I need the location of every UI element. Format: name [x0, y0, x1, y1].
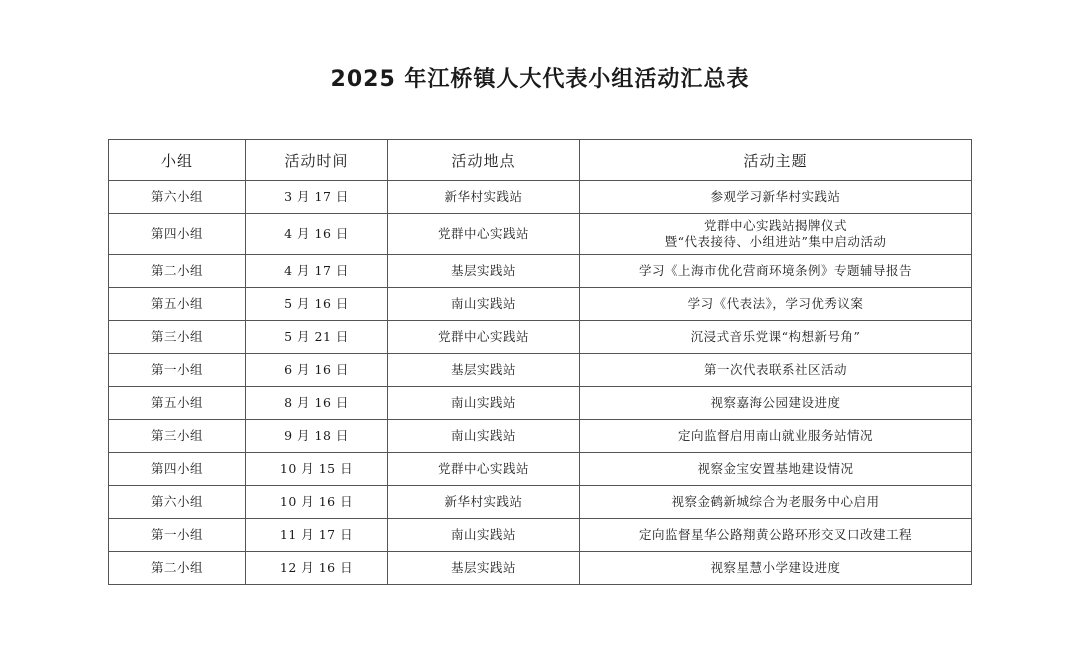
- table-row: [109, 420, 972, 453]
- column-header-topic: 活动主题: [580, 140, 972, 181]
- cell-group: 第五小组: [109, 387, 246, 420]
- cell-time: 5 月 21 日: [246, 321, 388, 354]
- cell-group: 第六小组: [109, 181, 246, 214]
- cell-time: 8 月 16 日: [246, 387, 388, 420]
- cell-location: 基层实践站: [388, 255, 580, 288]
- cell-group: 第二小组: [109, 552, 246, 585]
- cell-time: 9 月 18 日: [246, 420, 388, 453]
- cell-time: 4 月 16 日: [246, 214, 388, 255]
- table-row: [109, 354, 972, 387]
- table-row: [109, 255, 972, 288]
- cell-location: 南山实践站: [388, 519, 580, 552]
- activity-summary-table: [108, 139, 972, 585]
- cell-location: 基层实践站: [388, 354, 580, 387]
- table-row: [109, 214, 972, 255]
- table-row: [109, 519, 972, 552]
- table-row: [109, 453, 972, 486]
- cell-topic: 第一次代表联系社区活动: [580, 354, 972, 387]
- cell-topic: 视察嘉海公园建设进度: [580, 387, 972, 420]
- cell-group: 第三小组: [109, 420, 246, 453]
- cell-topic: 定向监督启用南山就业服务站情况: [580, 420, 972, 453]
- cell-group: 第三小组: [109, 321, 246, 354]
- cell-time: 12 月 16 日: [246, 552, 388, 585]
- cell-topic-line-2: 暨“代表接待、小组进站”集中启动活动: [664, 234, 887, 249]
- cell-topic: 定向监督星华公路翔黄公路环形交叉口改建工程: [580, 519, 972, 552]
- cell-location: 基层实践站: [388, 552, 580, 585]
- cell-time: 10 月 15 日: [246, 453, 388, 486]
- cell-group: 第二小组: [109, 255, 246, 288]
- cell-location: 南山实践站: [388, 288, 580, 321]
- column-header-location: 活动地点: [388, 140, 580, 181]
- cell-time: 10 月 16 日: [246, 486, 388, 519]
- cell-group: 第一小组: [109, 519, 246, 552]
- cell-topic: [580, 214, 972, 255]
- cell-location: 党群中心实践站: [388, 214, 580, 255]
- cell-location: 南山实践站: [388, 387, 580, 420]
- cell-topic-line-1: 党群中心实践站揭牌仪式: [703, 218, 847, 233]
- table-row: [109, 288, 972, 321]
- cell-time: 3 月 17 日: [246, 181, 388, 214]
- table-row: [109, 486, 972, 519]
- cell-time: 11 月 17 日: [246, 519, 388, 552]
- cell-topic: 学习《代表法》，学习优秀议案: [580, 288, 972, 321]
- cell-topic: 视察星慧小学建设进度: [580, 552, 972, 585]
- cell-group: 第一小组: [109, 354, 246, 387]
- cell-topic: 沉浸式音乐党课“构想新号角”: [580, 321, 972, 354]
- page-title: 2025 年江桥镇人大代表小组活动汇总表: [330, 67, 750, 92]
- cell-topic: 学习《上海市优化营商环境条例》专题辅导报告: [580, 255, 972, 288]
- table-row: [109, 321, 972, 354]
- cell-time: 4 月 17 日: [246, 255, 388, 288]
- cell-location: 南山实践站: [388, 420, 580, 453]
- cell-topic: 参观学习新华村实践站: [580, 181, 972, 214]
- table-row: [109, 387, 972, 420]
- cell-group: 第六小组: [109, 486, 246, 519]
- table-header-row: [109, 140, 972, 181]
- cell-time: 5 月 16 日: [246, 288, 388, 321]
- column-header-time: 活动时间: [246, 140, 388, 181]
- cell-location: 新华村实践站: [388, 486, 580, 519]
- cell-topic: 视察金鹤新城综合为老服务中心启用: [580, 486, 972, 519]
- cell-group: 第五小组: [109, 288, 246, 321]
- cell-location: 党群中心实践站: [388, 453, 580, 486]
- table-row: [109, 552, 972, 585]
- cell-time: 6 月 16 日: [246, 354, 388, 387]
- cell-group: 第四小组: [109, 214, 246, 255]
- cell-group: 第四小组: [109, 453, 246, 486]
- cell-location: 新华村实践站: [388, 181, 580, 214]
- cell-location: 党群中心实践站: [388, 321, 580, 354]
- cell-topic: 视察金宝安置基地建设情况: [580, 453, 972, 486]
- column-header-group: 小组: [109, 140, 246, 181]
- table-row: [109, 181, 972, 214]
